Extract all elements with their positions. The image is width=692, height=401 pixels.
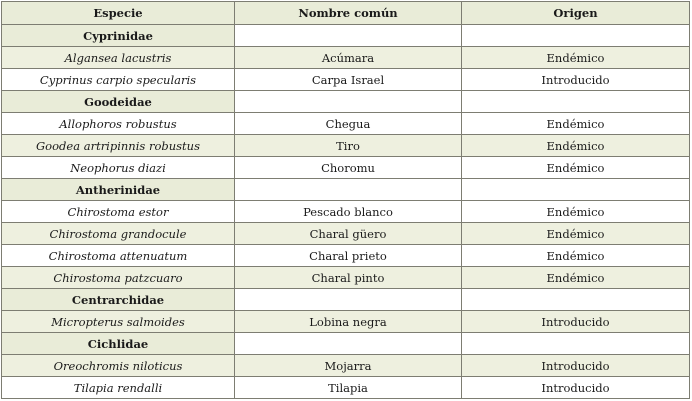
family-name: Centrarchidae bbox=[2, 289, 235, 311]
common-name: Tilapia bbox=[235, 377, 462, 399]
common-name: Lobina negra bbox=[235, 311, 462, 333]
common-name: Mojarra bbox=[235, 355, 462, 377]
species-row bbox=[2, 113, 690, 135]
empty-cell bbox=[462, 179, 690, 201]
species-row bbox=[2, 135, 690, 157]
origin: Introducido bbox=[462, 311, 690, 333]
common-name: Charal prieto bbox=[235, 245, 462, 267]
common-name: Pescado blanco bbox=[235, 201, 462, 223]
family-row bbox=[2, 91, 690, 113]
common-name: Chegua bbox=[235, 113, 462, 135]
empty-cell bbox=[462, 25, 690, 47]
empty-cell bbox=[462, 91, 690, 113]
empty-cell bbox=[235, 91, 462, 113]
empty-cell bbox=[235, 25, 462, 47]
empty-cell bbox=[235, 333, 462, 355]
species-row bbox=[2, 311, 690, 333]
family-name: Cichlidae bbox=[2, 333, 235, 355]
table-body bbox=[2, 25, 690, 399]
species-name: Algansea lacustris bbox=[2, 47, 235, 69]
species-row bbox=[2, 245, 690, 267]
empty-cell bbox=[462, 333, 690, 355]
empty-cell bbox=[235, 289, 462, 311]
origin: Endémico bbox=[462, 267, 690, 289]
species-row bbox=[2, 355, 690, 377]
family-row bbox=[2, 25, 690, 47]
common-name: Choromu bbox=[235, 157, 462, 179]
origin: Endémico bbox=[462, 245, 690, 267]
species-name: Micropterus salmoides bbox=[2, 311, 235, 333]
species-name: Neophorus diazi bbox=[2, 157, 235, 179]
species-name: Goodea artripinnis robustus bbox=[2, 135, 235, 157]
common-name: Acúmara bbox=[235, 47, 462, 69]
species-name: Chirostoma estor bbox=[2, 201, 235, 223]
family-row bbox=[2, 289, 690, 311]
family-name: Goodeidae bbox=[2, 91, 235, 113]
species-name: Chirostoma attenuatum bbox=[2, 245, 235, 267]
common-name: Carpa Israel bbox=[235, 69, 462, 91]
header-origin: Origen bbox=[462, 2, 690, 25]
origin: Endémico bbox=[462, 223, 690, 245]
species-row bbox=[2, 47, 690, 69]
origin: Introducido bbox=[462, 69, 690, 91]
species-name: Cyprinus carpio specularis bbox=[2, 69, 235, 91]
header-common-name: Nombre común bbox=[235, 2, 462, 25]
species-name: Tilapia rendalli bbox=[2, 377, 235, 399]
origin: Endémico bbox=[462, 113, 690, 135]
species-name: Chirostoma patzcuaro bbox=[2, 267, 235, 289]
species-row bbox=[2, 267, 690, 289]
common-name: Charal pinto bbox=[235, 267, 462, 289]
species-row bbox=[2, 223, 690, 245]
species-name: Chirostoma grandocule bbox=[2, 223, 235, 245]
family-row bbox=[2, 179, 690, 201]
species-row bbox=[2, 377, 690, 399]
common-name: Tiro bbox=[235, 135, 462, 157]
family-row bbox=[2, 333, 690, 355]
species-row bbox=[2, 201, 690, 223]
family-name: Antherinidae bbox=[2, 179, 235, 201]
species-name: Oreochromis niloticus bbox=[2, 355, 235, 377]
family-name: Cyprinidae bbox=[2, 25, 235, 47]
header-species: Especie bbox=[2, 2, 235, 25]
species-row bbox=[2, 69, 690, 91]
origin: Introducido bbox=[462, 355, 690, 377]
header-row bbox=[2, 2, 690, 25]
empty-cell bbox=[235, 179, 462, 201]
species-name: Allophoros robustus bbox=[2, 113, 235, 135]
empty-cell bbox=[462, 289, 690, 311]
origin: Endémico bbox=[462, 201, 690, 223]
origin: Introducido bbox=[462, 377, 690, 399]
common-name: Charal güero bbox=[235, 223, 462, 245]
origin: Endémico bbox=[462, 135, 690, 157]
origin: Endémico bbox=[462, 157, 690, 179]
fish-species-table bbox=[1, 1, 690, 399]
species-row bbox=[2, 157, 690, 179]
origin: Endémico bbox=[462, 47, 690, 69]
